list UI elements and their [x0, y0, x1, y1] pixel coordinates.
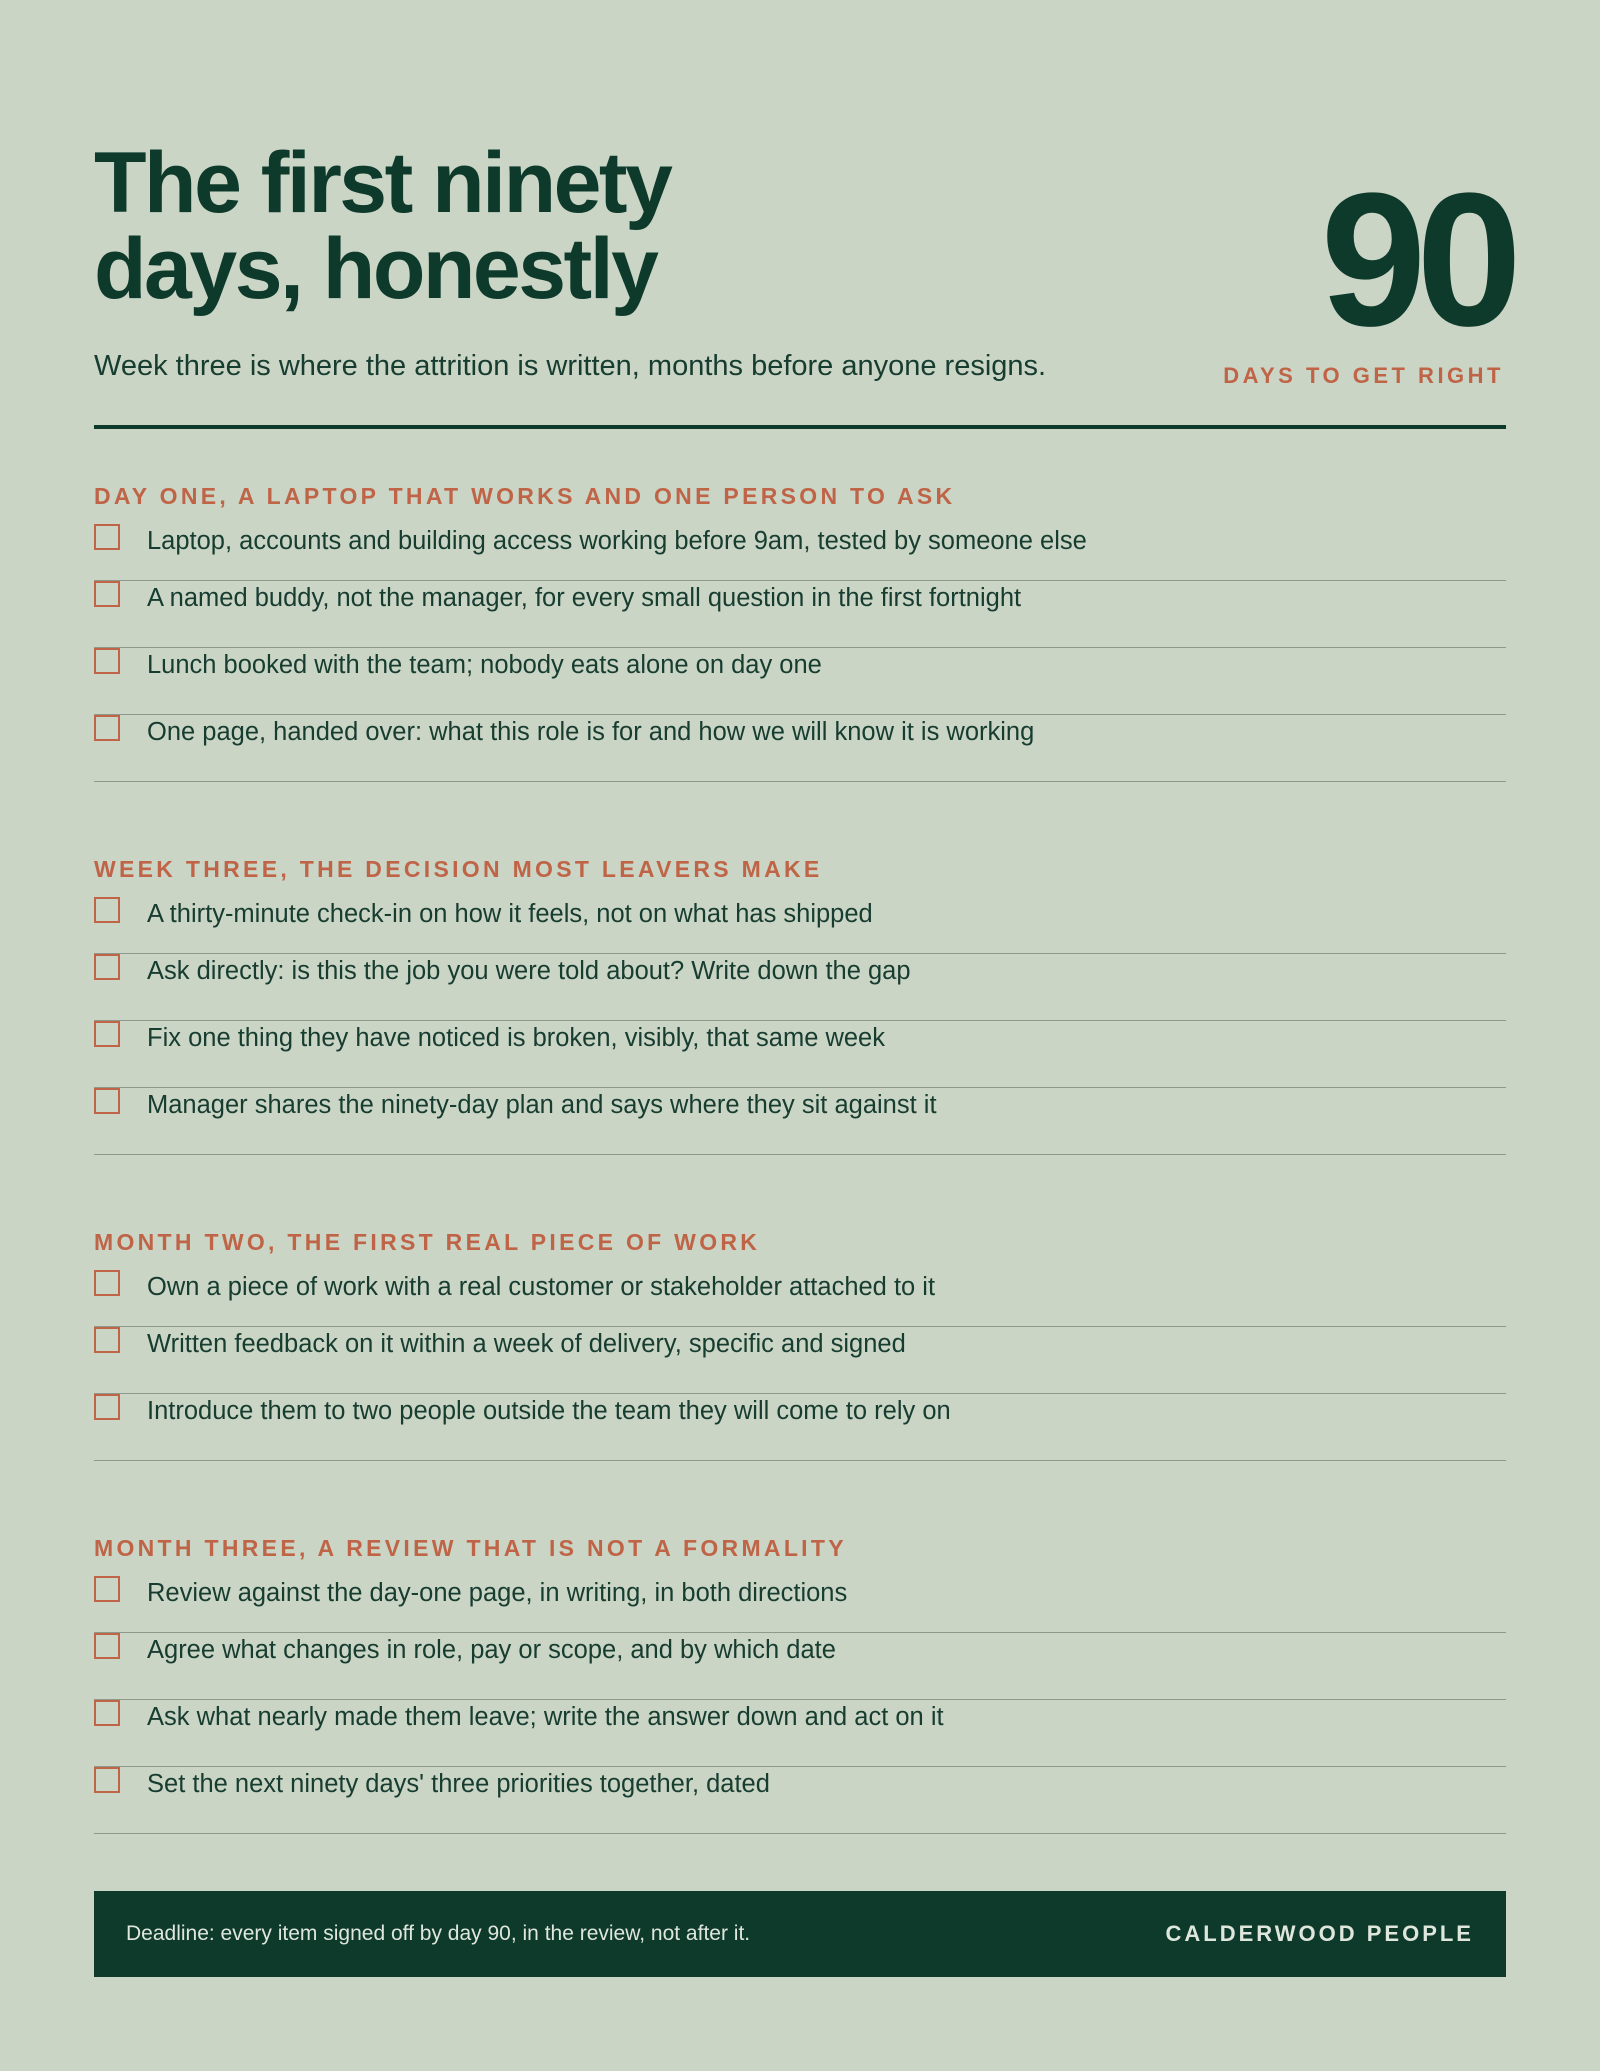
checklist-item-label: A thirty-minute check-in on how it feels, not on what has shipped: [147, 900, 873, 928]
checkbox[interactable]: [94, 897, 120, 923]
days-number: 90: [1320, 154, 1512, 366]
checkbox[interactable]: [94, 1394, 120, 1420]
header-divider: [94, 425, 1506, 429]
footer-bar: [94, 1891, 1506, 1977]
checklist-item: [94, 1700, 1506, 1767]
checkbox[interactable]: [94, 1327, 120, 1353]
page-title: [94, 135, 854, 317]
checklist-item: [94, 715, 1506, 782]
checklist-page: [94, 0, 1512, 1946]
checklist-item-label: Agree what changes in role, pay or scope, and by which date: [147, 1636, 836, 1664]
checklist-item: [94, 897, 1506, 954]
section-heading: MONTH TWO, THE FIRST REAL PIECE OF WORK: [94, 1229, 761, 1255]
checklist-item: [94, 1327, 1506, 1394]
checkbox[interactable]: [94, 1576, 120, 1602]
checkbox[interactable]: [94, 648, 120, 674]
checkbox[interactable]: [94, 1700, 120, 1726]
checklist-item: [94, 1021, 1506, 1088]
checklist-item: [94, 1633, 1506, 1700]
checklist-item-label: Ask what nearly made them leave; write the answer down and act on it: [147, 1703, 944, 1731]
checklist-item: [94, 1394, 1506, 1461]
checklist-item-label: Set the next ninety days' three priorities together, dated: [147, 1770, 770, 1798]
checklist-item-label: Laptop, accounts and building access working before 9am, tested by someone else: [147, 527, 1087, 555]
checklist-item: [94, 581, 1506, 648]
checklist-item-label: Review against the day-one page, in writing, in both directions: [147, 1579, 848, 1607]
section-heading: WEEK THREE, THE DECISION MOST LEAVERS MAKE: [94, 856, 823, 882]
checkbox[interactable]: [94, 1633, 120, 1659]
checkbox[interactable]: [94, 1767, 120, 1793]
checklist-item-label: A named buddy, not the manager, for every small question in the first fortnight: [147, 584, 1022, 612]
checkbox[interactable]: [94, 1088, 120, 1114]
checklist-item: [94, 524, 1506, 581]
checklist-item-label: Own a piece of work with a real customer or stakeholder attached to it: [147, 1273, 936, 1301]
checkbox[interactable]: [94, 715, 120, 741]
checklist-item: [94, 1767, 1506, 1834]
checklist-item-label: One page, handed over: what this role is for and how we will know it is working: [147, 718, 1035, 746]
checklist-section: [94, 478, 1506, 782]
checklist-section: [94, 1530, 1506, 1834]
checklist-item: [94, 1576, 1506, 1633]
days-caption: DAYS TO GET RIGHT: [1223, 363, 1504, 388]
checklist-item-label: Manager shares the ninety-day plan and says where they sit against it: [147, 1091, 937, 1119]
checklist-item-label: Fix one thing they have noticed is broken, visibly, that same week: [147, 1024, 885, 1052]
checklist-section: [94, 851, 1506, 1155]
checklist-item: [94, 1088, 1506, 1155]
checkbox[interactable]: [94, 524, 120, 550]
checkbox[interactable]: [94, 1021, 120, 1047]
checklist-item-label: Written feedback on it within a week of delivery, specific and signed: [147, 1330, 906, 1358]
checklist-item: [94, 1270, 1506, 1327]
checkbox[interactable]: [94, 954, 120, 980]
section-heading: DAY ONE, A LAPTOP THAT WORKS AND ONE PERSON TO ASK: [94, 483, 956, 509]
header: [94, 0, 1512, 430]
section-heading: MONTH THREE, A REVIEW THAT IS NOT A FORMALITY: [94, 1535, 847, 1561]
title-line-1: The first ninety: [94, 135, 671, 231]
checklist-item: [94, 954, 1506, 1021]
checklist-item-label: Lunch booked with the team; nobody eats alone on day one: [147, 651, 822, 679]
title-line-2: days, honestly: [94, 221, 657, 317]
checkbox[interactable]: [94, 1270, 120, 1296]
footer-brand: CALDERWOOD PEOPLE: [1165, 1921, 1474, 1946]
checklist-section: [94, 1224, 1506, 1461]
checklist-item-label: Ask directly: is this the job you were told about? Write down the gap: [147, 957, 911, 985]
checkbox[interactable]: [94, 581, 120, 607]
checklist-item: [94, 648, 1506, 715]
footer-note: Deadline: every item signed off by day 90, in the review, not after it.: [126, 1922, 751, 1945]
page-subtitle: Week three is where the attrition is written, months before anyone resigns.: [94, 350, 1047, 382]
checklist-item-label: Introduce them to two people outside the team they will come to rely on: [147, 1397, 951, 1425]
